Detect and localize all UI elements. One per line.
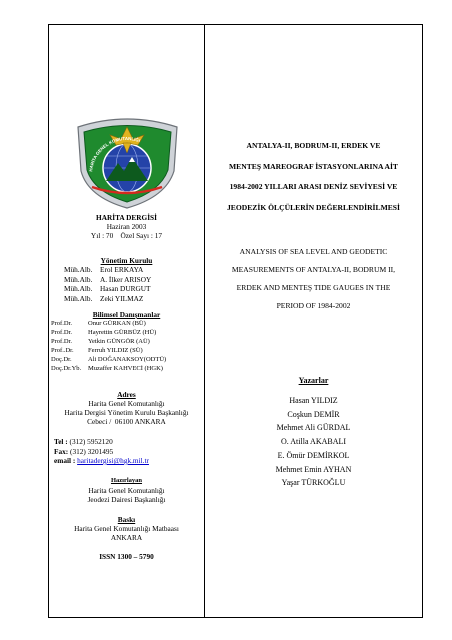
journal-issue: Yıl : 70 Özel Sayı : 17 — [90, 231, 163, 240]
advisor-title: Doç.Dr.Yb. — [51, 365, 82, 372]
prepared-line-2: Jeodezi Dairesi Başkanlığı — [87, 495, 166, 504]
advisor — [51, 337, 203, 346]
advisor-name: Ali DOĞANAKSOY(ODTÜ) — [88, 356, 167, 363]
advisor — [51, 328, 203, 337]
issn: ISSN 1300 – 5790 — [99, 552, 154, 561]
board-title: Yönetim Kurulu — [100, 256, 153, 265]
board-member — [64, 275, 204, 285]
advisor — [51, 319, 203, 328]
member-title: Müh.Alb. — [64, 284, 93, 293]
advisor-title: Prof..Dr. — [51, 347, 74, 354]
title-en — [205, 243, 422, 315]
authors-title: Yazarlar — [298, 376, 329, 385]
tel-label: Tel : — [54, 437, 70, 446]
title-tr-line: ANTALYA-II, BODRUM-II, ERDEK VE — [246, 141, 381, 150]
advisor-name: Hayrettin GÜRBÜZ (HÜ) — [88, 329, 157, 336]
author-name: Mehmet Ali GÜRDAL — [276, 423, 351, 433]
title-tr-line: JEODEZİK ÖLÇÜLERİN DEĞERLENDİRİLMESİ — [226, 202, 400, 212]
emblem-text: HARİTA GENEL KOMUTANLIĞI — [88, 135, 141, 172]
author-name: Coşkun DEMİR — [287, 409, 340, 419]
fax-label: Fax: — [54, 446, 71, 456]
member-title: Müh.Alb. — [64, 265, 93, 274]
member-name: A. İlker ARISOY — [100, 274, 152, 284]
email-row — [54, 456, 204, 466]
email-label: email : — [54, 456, 78, 465]
member-title: Müh.Alb. — [64, 293, 93, 303]
fax-row — [54, 447, 204, 457]
member-title: Müh.Alb. — [64, 274, 93, 284]
title-tr-line: 1984-2002 YILLARI ARASI DENİZ SEVİYESİ VE — [229, 182, 398, 191]
author-name: Yaşar TÜRKOĞLU — [281, 478, 346, 488]
title-tr — [205, 136, 422, 218]
journal-date: Haziran 2003 — [106, 222, 147, 231]
journal-name: HARİTA DERGİSİ — [96, 213, 157, 222]
advisor-name: Onur GÜRKAN (BÜ) — [88, 320, 146, 327]
email-link[interactable]: haritadergisi@hgk.mil.tr — [77, 456, 149, 465]
title-en-line: ERDEK AND MENTEŞ TIDE GAUGES IN THE — [236, 283, 391, 292]
title-tr-line: MENTEŞ MAREOGRAF İSTASYONLARINA AİT — [229, 161, 398, 171]
advisors-list — [51, 319, 203, 373]
address-line-3: Cebeci / 06100 ANKARA — [87, 417, 166, 426]
advisor-name: Yetkin GÜNGÖR (AÜ) — [88, 338, 150, 345]
board-member — [64, 265, 204, 275]
advisor-name: Ferruh YILDIZ (SÜ) — [88, 347, 143, 354]
column-divider — [204, 24, 205, 618]
fax-value: (312) 3201495 — [70, 446, 114, 456]
prepared-line-1: Harita Genel Komutanlığı — [88, 486, 165, 495]
authors-list — [205, 394, 422, 490]
advisors-title: Bilimsel Danışmanlar — [92, 310, 161, 319]
hgk-emblem — [70, 113, 185, 210]
author-name: E. Ömür DEMİRKOL — [277, 450, 350, 460]
address-title: Adres — [117, 390, 136, 399]
printing-title: Baskı — [117, 515, 136, 524]
board-member — [64, 294, 204, 304]
prepared-title: Hazırlayan — [110, 477, 143, 484]
member-name: Zeki YILMAZ — [100, 293, 144, 303]
printing-line-2: ANKARA — [110, 533, 143, 542]
author-name: Mehmet Emin AYHAN — [275, 464, 352, 474]
address-line-1: Harita Genel Komutanlığı — [88, 399, 165, 408]
tel-row — [54, 437, 204, 447]
title-en-line: MEASUREMENTS OF ANTALYA-II, BODRUM II, — [231, 265, 396, 274]
advisor-title: Prof.Dr. — [51, 320, 72, 327]
contact-block — [54, 437, 204, 466]
advisor-title: Prof.Dr. — [51, 329, 72, 336]
advisor — [51, 346, 203, 355]
tel-value: (312) 5952120 — [69, 437, 113, 446]
address-line-2: Harita Dergisi Yönetim Kurulu Başkanlığı — [64, 408, 189, 417]
member-name: Erol ERKAYA — [100, 265, 144, 274]
advisor-name: Muzaffer KAHVECİ (HGK) — [88, 365, 163, 372]
printing-line-1: Harita Genel Komutanlığı Matbaası — [74, 524, 179, 533]
author-name: O. Atilla AKABALI — [280, 437, 347, 447]
advisor-title: Prof.Dr. — [51, 338, 72, 345]
title-en-line: PERIOD OF 1984-2002 — [276, 301, 351, 310]
hgk-emblem-graphic — [70, 113, 185, 210]
advisor — [51, 355, 203, 364]
board-list — [64, 265, 204, 303]
advisor-title: Doç.Dr. — [51, 356, 72, 363]
author-name: Hasan YILDIZ — [289, 396, 338, 405]
advisor — [51, 364, 203, 373]
board-member — [64, 284, 204, 294]
member-name: Hasan DURGUT — [100, 284, 151, 293]
title-en-line: ANALYSIS OF SEA LEVEL AND GEODETIC — [239, 247, 388, 256]
